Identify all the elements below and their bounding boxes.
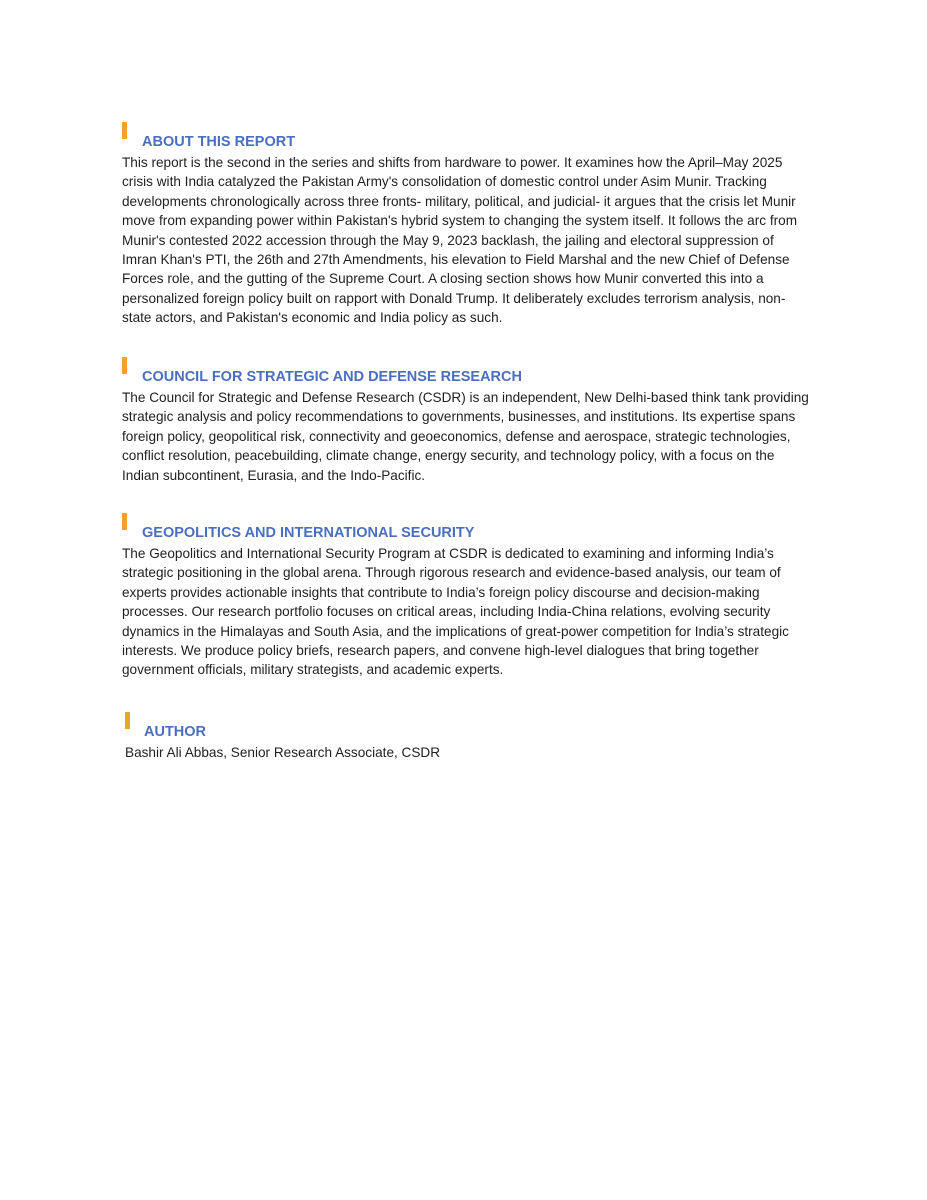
section-title: ABOUT THIS REPORT <box>142 134 296 151</box>
section-title: AUTHOR <box>144 724 207 741</box>
geopolitics-section <box>122 510 812 680</box>
geopolitics-header <box>122 510 812 542</box>
accent-bar <box>122 122 127 139</box>
author-section <box>122 709 812 762</box>
about-header <box>122 119 812 151</box>
section-title: GEOPOLITICS AND INTERNATIONAL SECURITY <box>142 525 475 542</box>
csdr-section <box>122 354 812 485</box>
section-body: The Council for Strategic and Defense Research (CSDR) is an independent, New Delhi-based think tank providing strategic analysis and policy recommendations to governments, businesses, and institutions. Its expertise spans foreign policy, geopolitical risk, connectivity and geoeconomics, defense and aerospace, strategic technologies, conflict resolution, peacebuilding, climate change, energy security, and technology policy, with a focus on the Indian subcontinent, Eurasia, and the Indo-Pacific. <box>122 390 809 483</box>
author-name: Bashir Ali Abbas, Senior Research Associate, CSDR <box>125 745 441 760</box>
accent-bar <box>125 712 130 729</box>
accent-bar <box>122 513 127 530</box>
accent-bar <box>122 357 127 374</box>
section-body: This report is the second in the series and shifts from hardware to power. It examines how the April–May 2025 crisis with India catalyzed the Pakistan Army's consolidation of domestic control under Asim Munir. Tracking developments chronologically across three fronts- military, political, and judicial- it argues that the crisis let Munir move from expanding power within Pakistan's hybrid system to changing the system itself. It follows the arc from Munir's contested 2022 accession through the May 9, 2023 backlash, the jailing and electoral suppression of Imran Khan's PTI, the 26th and 27th Amendments, his elevation to Field Marshal and the new Chief of Defense Forces role, and the gutting of the Supreme Court. A closing section shows how Munir converted this into a personalized foreign policy built on rapport with Donald Trump. It deliberately excludes terrorism analysis, non-state actors, and Pakistan's economic and India policy as such. <box>122 155 798 326</box>
csdr-header <box>122 354 812 386</box>
about-section <box>122 119 812 328</box>
section-title: COUNCIL FOR STRATEGIC AND DEFENSE RESEARCH <box>142 369 522 386</box>
section-body: The Geopolitics and International Security Program at CSDR is dedicated to examining and informing India’s strategic positioning in the global arena. Through rigorous research and evidence-based analysis, our team of experts provides actionable insights that contribute to India’s foreign policy discourse and decision-making processes. Our research portfolio focuses on critical areas, including India-China relations, evolving security dynamics in the Himalayas and South Asia, and the implications of great-power competition for India’s strategic interests. We produce policy briefs, research papers, and convene high-level dialogues that bring together government officials, military strategists, and academic experts. <box>122 546 789 678</box>
author-header <box>122 709 812 741</box>
